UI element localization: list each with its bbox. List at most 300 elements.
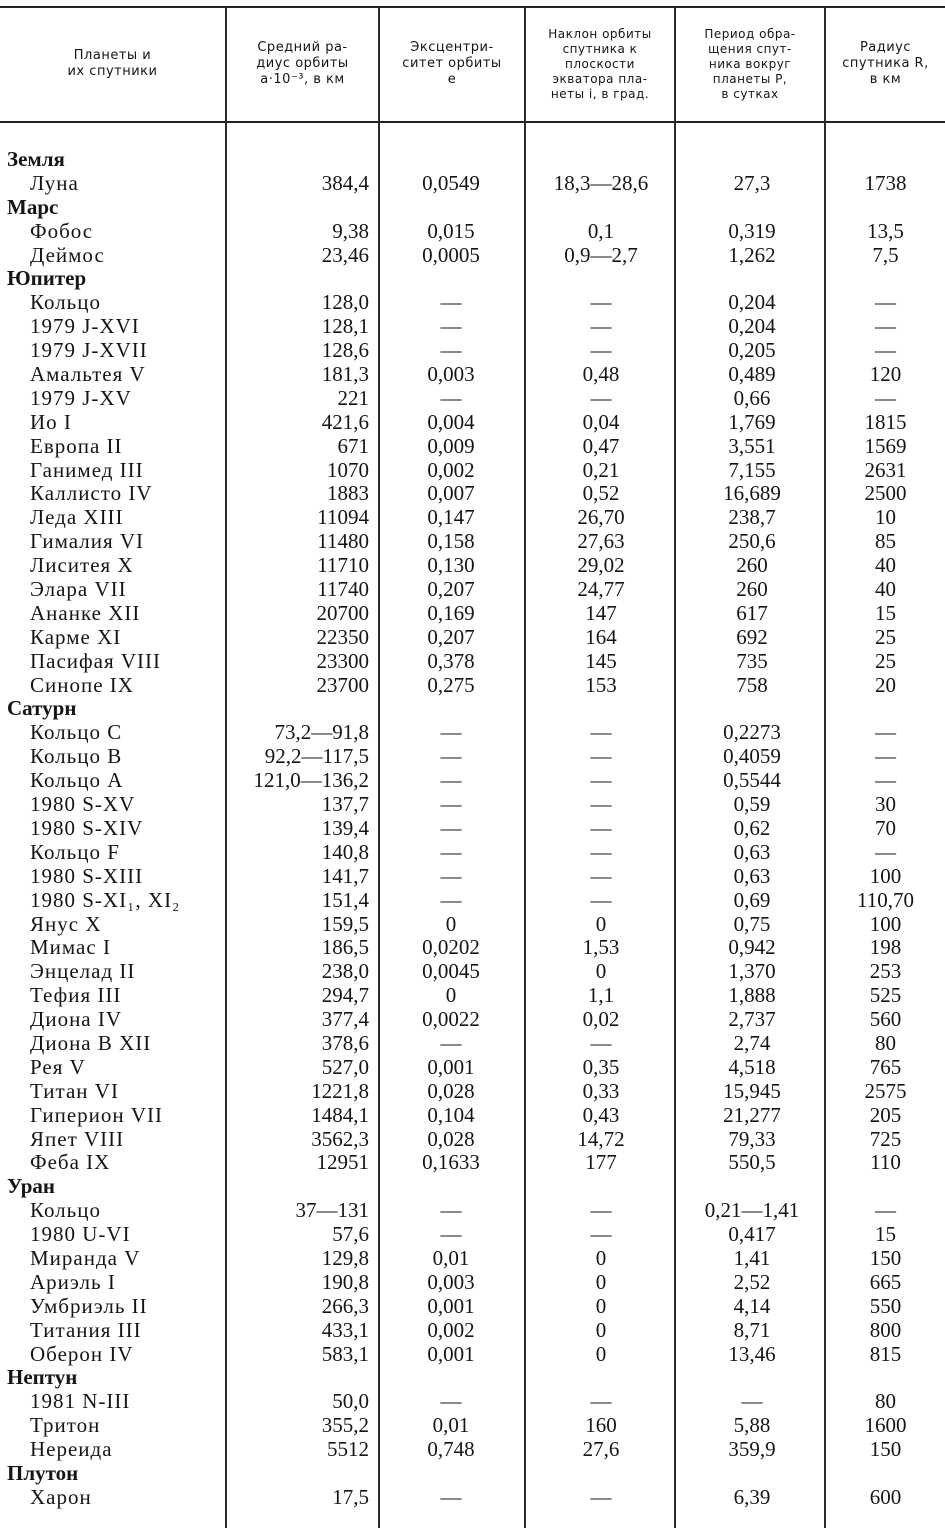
cell-name: Элара VII (30, 577, 127, 602)
cell-inclination: — (590, 1389, 612, 1414)
table-row (0, 578, 945, 602)
cell-period: 0,4059 (723, 744, 781, 769)
cell-inclination: 29,02 (577, 553, 625, 578)
header-period: Период обра- щения спут- ника вокруг планеты P, в сутках (704, 26, 796, 101)
cell-name: Кольцо (30, 1198, 101, 1223)
cell-name: 1980 S-XI₁, XI₂ (30, 887, 181, 912)
table-row (0, 865, 945, 889)
cell-satellite-radius: 2575 (864, 1078, 907, 1103)
cell-orbit-radius: 23300 (316, 648, 369, 673)
cell-inclination: — (590, 314, 612, 339)
cell-inclination: — (590, 1484, 612, 1509)
cell-satellite-radius: 150 (869, 1245, 902, 1270)
cell-eccentricity: 0,003 (427, 1269, 475, 1294)
cell-inclination: — (590, 792, 612, 817)
cell-period: 5,88 (733, 1413, 771, 1438)
cell-satellite-radius: 525 (869, 983, 902, 1008)
cell-orbit-radius: 433,1 (321, 1317, 369, 1342)
cell-eccentricity: — (440, 1222, 462, 1247)
cell-period: 0,5544 (723, 768, 781, 793)
cell-orbit-radius: 128,1 (321, 314, 369, 339)
cell-satellite-radius: 80 (875, 1389, 896, 1414)
cell-satellite-radius: 2631 (864, 457, 907, 482)
planet-row (0, 697, 945, 721)
cell-inclination: — (590, 839, 612, 864)
cell-name: Каллисто IV (30, 481, 153, 506)
cell-period: 758 (736, 672, 768, 697)
cell-inclination: 0 (595, 1245, 607, 1270)
cell-name: Миранда V (30, 1245, 141, 1270)
cell-orbit-radius: 378,6 (321, 1030, 369, 1055)
cell-eccentricity: 0,169 (427, 600, 475, 625)
cell-satellite-radius: 70 (875, 815, 896, 840)
cell-period: 0,204 (728, 290, 776, 315)
table-row (0, 1247, 945, 1271)
table-row (0, 913, 945, 937)
cell-period: 27,3 (733, 170, 771, 195)
table-row (0, 626, 945, 650)
cell-period: 0,204 (728, 314, 776, 339)
cell-name: Япет VIII (30, 1126, 125, 1151)
table-body (0, 148, 945, 1510)
cell-eccentricity: 0,275 (427, 672, 475, 697)
cell-period: 0,63 (733, 863, 771, 888)
cell-satellite-radius: 40 (875, 553, 896, 578)
cell-name: Нептун (7, 1365, 78, 1390)
cell-orbit-radius: 121,0—136,2 (253, 768, 369, 793)
cell-eccentricity: 0,158 (427, 529, 475, 554)
cell-satellite-radius: 110,70 (857, 887, 914, 912)
cell-inclination: 0 (595, 959, 607, 984)
cell-eccentricity: — (440, 338, 462, 363)
cell-orbit-radius: 12951 (316, 1150, 369, 1175)
cell-name: 1981 N-III (30, 1389, 131, 1414)
cell-satellite-radius: 665 (869, 1269, 902, 1294)
cell-satellite-radius: 2500 (864, 481, 907, 506)
cell-inclination: 160 (585, 1413, 617, 1438)
cell-period: 1,370 (728, 959, 776, 984)
cell-eccentricity: 0,104 (427, 1102, 475, 1127)
cell-name: Юпитер (7, 266, 87, 291)
table-row (0, 339, 945, 363)
cell-satellite-radius: 40 (875, 577, 896, 602)
cell-name: Плутон (7, 1460, 79, 1485)
cell-period: 0,59 (733, 792, 771, 817)
cell-satellite-radius: 20 (875, 672, 896, 697)
cell-inclination: — (590, 863, 612, 888)
planet-row (0, 1462, 945, 1486)
cell-period: 0,2273 (723, 720, 781, 745)
cell-satellite-radius: — (875, 839, 896, 864)
planet-row (0, 1366, 945, 1390)
cell-name: Земля (7, 147, 65, 171)
cell-satellite-radius: 550 (869, 1293, 902, 1318)
table-row (0, 817, 945, 841)
cell-orbit-radius: 190,8 (321, 1269, 369, 1294)
cell-period: 2,737 (728, 1007, 776, 1032)
cell-eccentricity: — (440, 792, 462, 817)
cell-eccentricity: 0,001 (427, 1054, 475, 1079)
planet-row (0, 1175, 945, 1199)
cell-name: 1979 J-XVI (30, 314, 140, 339)
cell-name: Диона B XII (30, 1030, 152, 1055)
cell-orbit-radius: 151,4 (321, 887, 369, 912)
cell-period: 735 (736, 648, 768, 673)
cell-inclination: — (590, 768, 612, 793)
cell-name: Диона IV (30, 1007, 123, 1032)
cell-orbit-radius: 583,1 (321, 1341, 369, 1366)
cell-eccentricity: 0,009 (427, 433, 475, 458)
cell-name: Кольцо A (30, 768, 124, 793)
cell-eccentricity: 0,748 (427, 1437, 475, 1462)
cell-inclination: 147 (585, 600, 617, 625)
cell-inclination: 0 (595, 1317, 607, 1342)
cell-satellite-radius: 25 (875, 648, 896, 673)
header-satellite-radius: Радиус спутника R, в км (842, 40, 929, 87)
cell-period: 6,39 (733, 1484, 771, 1509)
cell-period: 238,7 (728, 505, 776, 530)
cell-orbit-radius: 140,8 (321, 839, 369, 864)
cell-name: Гималия VI (30, 529, 145, 554)
cell-period: 0,62 (733, 815, 771, 840)
cell-name: Лиситея X (30, 553, 134, 578)
cell-satellite-radius: 80 (875, 1030, 896, 1055)
table-row (0, 315, 945, 339)
cell-name: Марс (7, 194, 59, 219)
cell-inclination: — (590, 1030, 612, 1055)
table-row (0, 435, 945, 459)
cell-eccentricity: 0,001 (427, 1293, 475, 1318)
cell-satellite-radius: 30 (875, 792, 896, 817)
cell-inclination: 0 (595, 1269, 607, 1294)
cell-period: 8,71 (733, 1317, 771, 1342)
table-row (0, 387, 945, 411)
cell-eccentricity: 0,0549 (422, 170, 480, 195)
cell-period: 0,21—1,41 (704, 1198, 800, 1223)
cell-satellite-radius: 120 (869, 362, 902, 387)
cell-inclination: 0,43 (582, 1102, 620, 1127)
header-eccentricity: Эксцентри- ситет орбиты e (402, 40, 502, 87)
cell-eccentricity: 0,01 (432, 1245, 470, 1270)
cell-eccentricity: 0,207 (427, 624, 475, 649)
cell-orbit-radius: 527,0 (321, 1054, 369, 1079)
cell-eccentricity: 0,147 (427, 505, 475, 530)
cell-name: 1979 J-XV (30, 385, 132, 410)
cell-eccentricity: — (440, 1389, 462, 1414)
cell-satellite-radius: — (875, 768, 896, 793)
cell-orbit-radius: 129,8 (321, 1245, 369, 1270)
cell-period: 0,489 (728, 362, 776, 387)
cell-satellite-radius: 110 (870, 1150, 901, 1175)
cell-eccentricity: — (440, 385, 462, 410)
cell-satellite-radius: 1600 (864, 1413, 907, 1438)
cell-eccentricity: 0 (445, 983, 457, 1008)
cell-satellite-radius: 85 (875, 529, 896, 554)
cell-eccentricity: — (440, 839, 462, 864)
cell-period: 0,205 (728, 338, 776, 363)
cell-name: Кольцо (30, 290, 101, 315)
cell-eccentricity: 0,1633 (422, 1150, 480, 1175)
cell-inclination: — (590, 1222, 612, 1247)
cell-inclination: 0,52 (582, 481, 620, 506)
table-row (0, 530, 945, 554)
cell-orbit-radius: 128,6 (321, 338, 369, 363)
cell-period: 1,769 (728, 409, 776, 434)
cell-name: Ганимед III (30, 457, 144, 482)
header-rule (0, 121, 945, 123)
cell-name: 1980 U-VI (30, 1222, 131, 1247)
cell-period: 2,74 (733, 1030, 771, 1055)
cell-orbit-radius: 57,6 (332, 1222, 369, 1247)
cell-inclination: 0,21 (582, 457, 620, 482)
cell-satellite-radius: — (875, 744, 896, 769)
cell-name: Пасифая VIII (30, 648, 162, 673)
cell-period: 250,6 (728, 529, 776, 554)
cell-eccentricity: 0,0022 (422, 1007, 480, 1032)
cell-eccentricity: 0,007 (427, 481, 475, 506)
cell-period: 15,945 (723, 1078, 781, 1103)
cell-eccentricity: 0,002 (427, 1317, 475, 1342)
cell-orbit-radius: 11094 (317, 505, 369, 530)
cell-satellite-radius: — (875, 290, 896, 315)
table-row (0, 769, 945, 793)
table-row (0, 1486, 945, 1510)
cell-orbit-radius: 1070 (327, 457, 369, 482)
cell-orbit-radius: 23,46 (321, 242, 369, 267)
cell-name: Феба IX (30, 1150, 111, 1175)
cell-eccentricity: 0,378 (427, 648, 475, 673)
cell-orbit-radius: 11710 (317, 553, 369, 578)
cell-orbit-radius: 11740 (317, 577, 369, 602)
table-row (0, 1414, 945, 1438)
table-row (0, 960, 945, 984)
cell-orbit-radius: 128,0 (321, 290, 369, 315)
cell-orbit-radius: 181,3 (321, 362, 369, 387)
cell-name: Леда XIII (30, 505, 124, 530)
table-row (0, 1032, 945, 1056)
table-row (0, 1271, 945, 1295)
header-planet: Планеты и их спутники (67, 48, 158, 79)
cell-name: Уран (7, 1174, 55, 1199)
table-row (0, 291, 945, 315)
cell-orbit-radius: 73,2—91,8 (274, 720, 369, 745)
cell-inclination: 153 (585, 672, 617, 697)
cell-name: Янус X (30, 911, 102, 936)
cell-inclination: 27,63 (577, 529, 625, 554)
planet-row (0, 148, 945, 172)
cell-period: 617 (736, 600, 768, 625)
cell-inclination: 14,72 (577, 1126, 625, 1151)
cell-period: 1,262 (728, 242, 776, 267)
cell-eccentricity: 0,01 (432, 1413, 470, 1438)
cell-name: Ананке XII (30, 600, 141, 625)
cell-inclination: 0 (595, 1341, 607, 1366)
cell-orbit-radius: 221 (337, 385, 369, 410)
cell-inclination: 145 (585, 648, 617, 673)
table-row (0, 984, 945, 1008)
cell-period: 4,14 (733, 1293, 771, 1318)
header-inclination: Наклон орбиты спутника к плоскости экватора пла- неты i, в град. (548, 26, 652, 101)
table-row (0, 1128, 945, 1152)
cell-inclination: — (590, 815, 612, 840)
cell-orbit-radius: 137,7 (321, 792, 369, 817)
cell-orbit-radius: 23700 (316, 672, 369, 697)
cell-name: Гиперион VII (30, 1102, 164, 1127)
cell-orbit-radius: 1883 (327, 481, 369, 506)
cell-inclination: — (590, 887, 612, 912)
cell-inclination: — (590, 290, 612, 315)
table-row (0, 745, 945, 769)
cell-period: — (741, 1389, 763, 1414)
cell-name: Луна (30, 170, 79, 195)
cell-period: 79,33 (728, 1126, 776, 1151)
planet-row (0, 267, 945, 291)
cell-name: Титания III (30, 1317, 142, 1342)
cell-orbit-radius: 20700 (316, 600, 369, 625)
cell-satellite-radius: 1738 (864, 170, 907, 195)
table-row (0, 554, 945, 578)
cell-satellite-radius: 800 (869, 1317, 902, 1342)
cell-orbit-radius: 92,2—117,5 (264, 744, 369, 769)
cell-inclination: 18,3—28,6 (553, 170, 649, 195)
cell-inclination: 164 (585, 624, 617, 649)
cell-name: Сатурн (7, 696, 77, 721)
cell-eccentricity: 0,0005 (422, 242, 480, 267)
table-row (0, 936, 945, 960)
cell-period: 13,46 (728, 1341, 776, 1366)
cell-name: 1980 S-XV (30, 792, 136, 817)
cell-name: 1980 S-XIII (30, 863, 144, 888)
cell-name: Европа II (30, 433, 123, 458)
cell-eccentricity: — (440, 1030, 462, 1055)
table-row (0, 841, 945, 865)
cell-name: Титан VI (30, 1078, 119, 1103)
cell-orbit-radius: 50,0 (332, 1389, 369, 1414)
cell-orbit-radius: 671 (337, 433, 369, 458)
cell-eccentricity: — (440, 768, 462, 793)
cell-eccentricity: 0,004 (427, 409, 475, 434)
cell-name: Оберон IV (30, 1341, 134, 1366)
cell-inclination: 0,47 (582, 433, 620, 458)
cell-name: Энцелад II (30, 959, 136, 984)
cell-name: Ариэль I (30, 1269, 116, 1294)
cell-inclination: 0,04 (582, 409, 620, 434)
cell-orbit-radius: 3562,3 (311, 1126, 369, 1151)
cell-eccentricity: 0 (445, 911, 457, 936)
cell-orbit-radius: 355,2 (321, 1413, 369, 1438)
cell-inclination: 27,6 (582, 1437, 620, 1462)
cell-satellite-radius: 100 (869, 863, 902, 888)
cell-orbit-radius: 17,5 (332, 1484, 369, 1509)
cell-satellite-radius: — (875, 314, 896, 339)
cell-satellite-radius: — (875, 1198, 896, 1223)
cell-satellite-radius: 15 (875, 1222, 896, 1247)
cell-eccentricity: 0,001 (427, 1341, 475, 1366)
cell-inclination: — (590, 338, 612, 363)
cell-inclination: 0 (595, 1293, 607, 1318)
cell-period: 260 (736, 577, 768, 602)
cell-name: Ио I (30, 409, 72, 434)
cell-orbit-radius: 139,4 (321, 815, 369, 840)
cell-period: 359,9 (728, 1437, 776, 1462)
table-row (0, 602, 945, 626)
cell-eccentricity: — (440, 314, 462, 339)
table-row (0, 1151, 945, 1175)
cell-satellite-radius: 205 (869, 1102, 902, 1127)
cell-name: Кольцо C (30, 720, 123, 745)
cell-satellite-radius: 100 (869, 911, 902, 936)
table-row (0, 1199, 945, 1223)
cell-name: Тефия III (30, 983, 122, 1008)
cell-satellite-radius: 25 (875, 624, 896, 649)
cell-period: 692 (736, 624, 768, 649)
table-row (0, 721, 945, 745)
cell-satellite-radius: — (875, 720, 896, 745)
cell-name: Кольцо B (30, 744, 123, 769)
table-row (0, 1438, 945, 1462)
cell-inclination: — (590, 720, 612, 745)
cell-orbit-radius: 9,38 (332, 218, 369, 243)
cell-inclination: 0,35 (582, 1054, 620, 1079)
cell-orbit-radius: 1221,8 (311, 1078, 369, 1103)
cell-period: 1,41 (733, 1245, 771, 1270)
cell-name: Амальтея V (30, 362, 146, 387)
cell-name: Тритон (30, 1413, 101, 1438)
cell-name: Умбриэль II (30, 1293, 148, 1318)
cell-name: Деймос (30, 242, 105, 267)
cell-orbit-radius: 159,5 (321, 911, 369, 936)
cell-period: 0,942 (728, 935, 776, 960)
cell-satellite-radius: 560 (869, 1007, 902, 1032)
top-rule (0, 6, 945, 8)
cell-inclination: 177 (585, 1150, 617, 1175)
cell-eccentricity: — (440, 1484, 462, 1509)
cell-period: 0,69 (733, 887, 771, 912)
table-row (0, 411, 945, 435)
cell-name: Фобос (30, 218, 94, 243)
cell-name: Кольцо F (30, 839, 120, 864)
cell-name: Карме XI (30, 624, 122, 649)
cell-name: Рея V (30, 1054, 86, 1079)
cell-name: Харон (30, 1484, 92, 1509)
cell-orbit-radius: 22350 (316, 624, 369, 649)
cell-inclination: 1,1 (587, 983, 615, 1008)
table-row (0, 889, 945, 913)
header-radius: Средний ра- диус орбиты a·10⁻³, в км (256, 40, 349, 87)
table-row (0, 1343, 945, 1367)
cell-eccentricity: — (440, 1198, 462, 1223)
table-row (0, 1056, 945, 1080)
cell-orbit-radius: 186,5 (321, 935, 369, 960)
cell-period: 0,63 (733, 839, 771, 864)
cell-eccentricity: 0,130 (427, 553, 475, 578)
cell-orbit-radius: 1484,1 (311, 1102, 369, 1127)
cell-satellite-radius: 815 (869, 1341, 902, 1366)
cell-period: 0,66 (733, 385, 771, 410)
cell-inclination: 1,53 (582, 935, 620, 960)
cell-orbit-radius: 37—131 (295, 1198, 369, 1223)
cell-period: 2,52 (733, 1269, 771, 1294)
cell-orbit-radius: 238,0 (321, 959, 369, 984)
cell-period: 0,319 (728, 218, 776, 243)
cell-eccentricity: 0,002 (427, 457, 475, 482)
cell-eccentricity: 0,207 (427, 577, 475, 602)
table-row (0, 220, 945, 244)
cell-orbit-radius: 294,7 (321, 983, 369, 1008)
cell-period: 4,518 (728, 1054, 776, 1079)
cell-inclination: 26,70 (577, 505, 625, 530)
cell-eccentricity: — (440, 887, 462, 912)
